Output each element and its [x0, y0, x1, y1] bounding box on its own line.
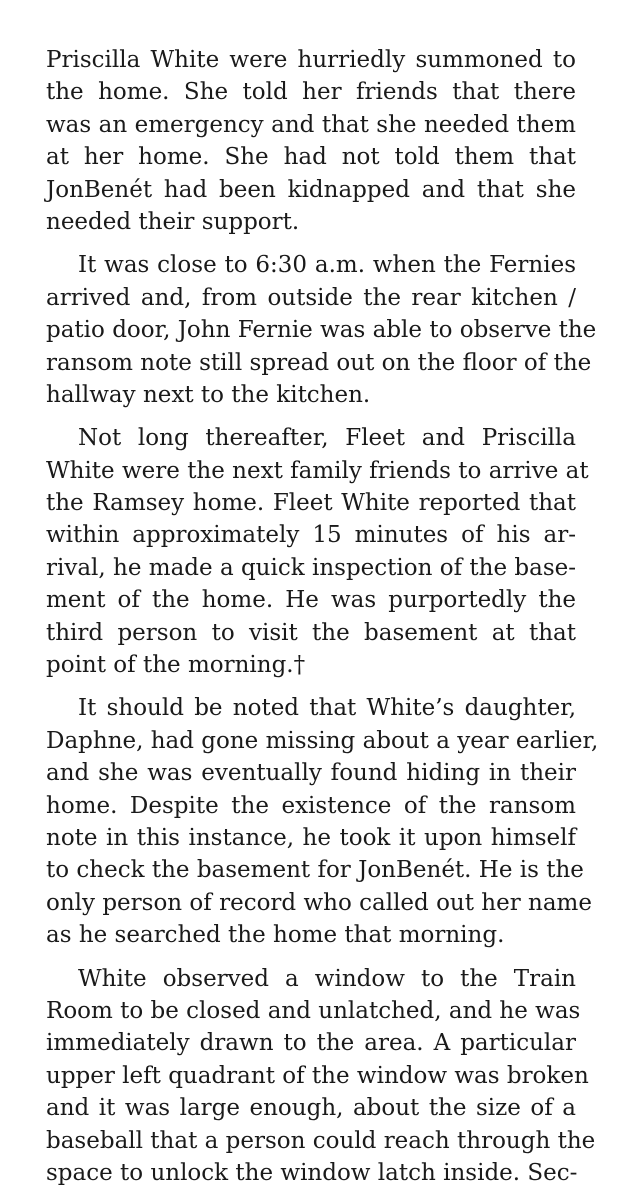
text-line: rival, he made a quick inspection of the base-	[46, 554, 577, 581]
text-line: immediately drawn to the area. A particular	[46, 1030, 576, 1057]
text-line: patio door, John Fernie was able to observe the	[46, 317, 597, 344]
paragraph-1	[46, 44, 576, 238]
text-line: ransom note still spread out on the floor of the	[46, 349, 592, 376]
text-line: within approximately 15 minutes of his ar-	[46, 522, 576, 549]
text-line: third person to visit the basement at that	[46, 619, 576, 646]
text-line: Not long thereafter, Fleet and Priscilla	[78, 425, 576, 452]
text-line: point of the morning.†	[46, 652, 306, 679]
paragraph-2	[46, 249, 597, 411]
text-line: space to unlock the window latch inside. Sec-	[46, 1159, 578, 1186]
text-line: to check the basement for JonBenét. He is the	[46, 857, 584, 884]
text-line: note in this instance, he took it upon himself	[46, 824, 576, 851]
paragraph-5	[46, 963, 596, 1190]
text-line: Priscilla White were hurriedly summoned to	[46, 47, 576, 73]
paragraph-3	[46, 422, 589, 681]
text-line: hallway next to the kitchen.	[46, 381, 371, 408]
text-line: was an emergency and that she needed them	[46, 111, 576, 138]
text-line: It should be noted that White’s daughter,	[78, 695, 576, 722]
text-line: baseball that a person could reach through the	[46, 1127, 596, 1154]
text-line: Daphne, had gone missing about a year earlier,	[46, 727, 599, 754]
text-line: the home. She told her friends that there	[46, 79, 576, 106]
text-line: as he searched the home that morning.	[46, 922, 505, 949]
text-line: needed their support.	[46, 208, 300, 235]
text-line: JonBenét had been kidnapped and that she	[46, 176, 576, 203]
text-line: Room to be closed and unlatched, and he was	[46, 997, 581, 1024]
text-line: and she was eventually found hiding in their	[46, 760, 576, 787]
book-page	[46, 44, 599, 1200]
paragraph-4	[46, 692, 599, 951]
text-line: and it was large enough, about the size of a	[46, 1095, 576, 1122]
text-line: arrived and, from outside the rear kitchen /	[46, 284, 576, 311]
text-line: White were the next family friends to arrive at	[46, 457, 589, 484]
text-line: only person of record who called out her name	[46, 889, 592, 916]
text-line: the Ramsey home. Fleet White reported that	[46, 490, 576, 517]
text-line: It was close to 6:30 a.m. when the Fernies	[78, 252, 576, 279]
text-line: home. Despite the existence of the ransom	[46, 792, 576, 819]
text-line: ment of the home. He was purportedly the	[46, 587, 576, 614]
text-line: upper left quadrant of the window was broken	[46, 1062, 589, 1089]
text-line: at her home. She had not told them that	[46, 144, 576, 171]
text-line: White observed a window to the Train	[78, 965, 576, 992]
